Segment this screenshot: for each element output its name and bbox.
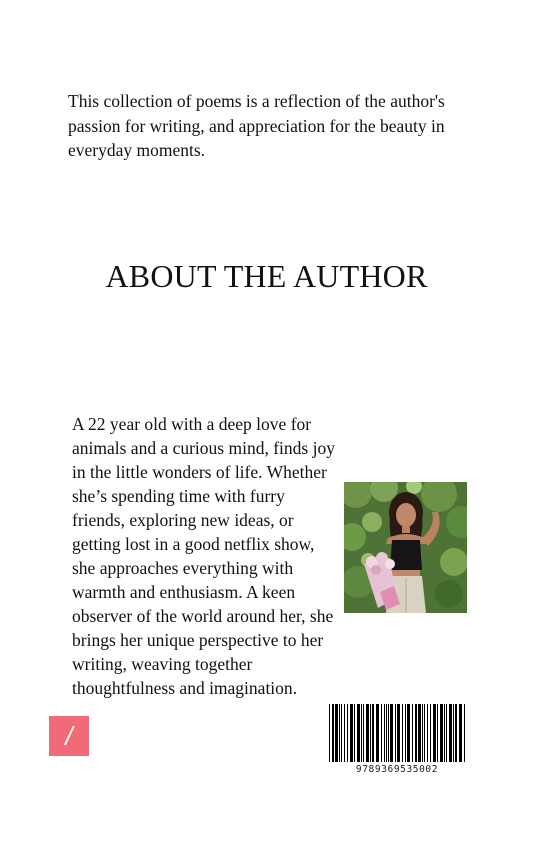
barcode-bar	[397, 704, 400, 762]
barcode-bar	[437, 704, 438, 762]
author-bio-line: A 22 year old with a deep love for	[72, 414, 312, 434]
barcode-bar	[407, 704, 410, 762]
barcode-bar	[464, 704, 465, 762]
barcode-bar	[415, 704, 417, 762]
barcode-bar	[384, 704, 385, 762]
barcode-bar	[372, 704, 374, 762]
author-bio-line: she’s spending time with furry	[72, 486, 285, 506]
barcode-bar	[395, 704, 396, 762]
isbn-number: 9789369535002	[355, 764, 439, 775]
author-bio-line: in the little wonders of life. Whether	[72, 462, 327, 482]
author-photo	[344, 482, 467, 613]
barcode-bar	[363, 704, 364, 762]
barcode-bar	[433, 704, 436, 762]
barcode-bar	[427, 704, 428, 762]
barcode-bar	[361, 704, 362, 762]
barcode-bar	[341, 704, 342, 762]
barcode-bar	[339, 704, 340, 762]
barcode-bar	[402, 704, 403, 762]
barcode-bar	[388, 704, 389, 762]
barcode-bar	[455, 704, 457, 762]
book-blurb: This collection of poems is a reflection of the author's passion for writing, and appreciation for the beauty in everyday moments.	[68, 91, 445, 160]
barcode-bar	[453, 704, 454, 762]
barcode-bar	[329, 704, 330, 762]
barcode-bar	[449, 704, 452, 762]
barcode-bar	[354, 704, 355, 762]
barcode-bar	[418, 704, 421, 762]
about-author-heading: ABOUT THE AUTHOR	[105, 258, 428, 294]
author-bio-line: animals and a curious mind, finds joy	[72, 438, 335, 458]
barcode-bar	[440, 704, 443, 762]
barcode-bar	[332, 704, 334, 762]
author-bio-line: she approaches everything with	[72, 558, 294, 578]
barcode-bar	[412, 704, 413, 762]
author-bio-line: thoughtfulness and imagination.	[72, 678, 298, 698]
logo-mark: /	[65, 720, 73, 751]
barcode-bar	[350, 704, 353, 762]
barcode-bar	[386, 704, 387, 762]
barcode-bar	[381, 704, 382, 762]
barcode-bar	[370, 704, 371, 762]
barcode-bar	[446, 704, 447, 762]
barcode-bar	[366, 704, 369, 762]
publisher-logo	[49, 716, 89, 756]
barcode-bar	[357, 704, 360, 762]
barcode-bar	[424, 704, 425, 762]
author-bio-line: friends, exploring new ideas, or	[72, 510, 294, 530]
barcode-bar	[405, 704, 406, 762]
barcode-bar	[459, 704, 462, 762]
barcode-bar	[376, 704, 379, 762]
barcode-bar	[444, 704, 445, 762]
author-bio-line: observer of the world around her, she	[72, 606, 334, 626]
barcode-bar	[390, 704, 393, 762]
barcode-bar	[422, 704, 423, 762]
barcode-bar	[344, 704, 345, 762]
author-bio-line: writing, weaving together	[72, 654, 253, 674]
barcode-bar	[430, 704, 431, 762]
author-bio-line: brings her unique perspective to her	[72, 630, 324, 650]
author-bio	[72, 412, 358, 700]
author-bio-line: warmth and enthusiasm. A keen	[72, 582, 296, 602]
barcode-bar	[335, 704, 338, 762]
barcode-bar	[347, 704, 348, 762]
author-bio-line: getting lost in a good netflix show,	[72, 534, 315, 554]
